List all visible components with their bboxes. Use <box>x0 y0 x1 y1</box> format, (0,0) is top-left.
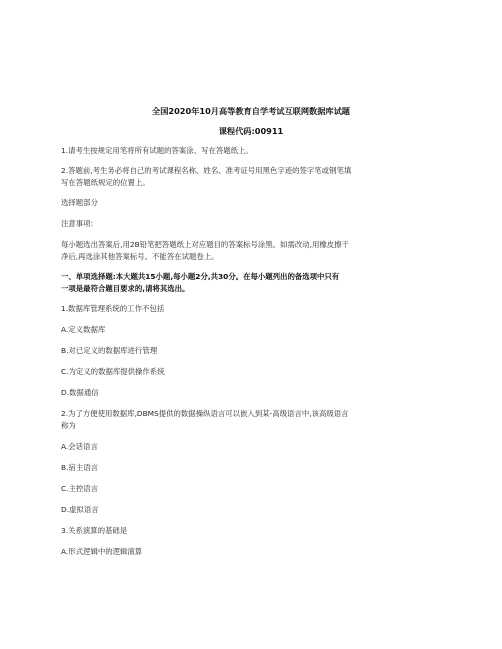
part-heading-1: 一、单项选择题:本大题共15小题,每小题2分,共30分。在每小题列出的备选项中只有 <box>61 272 340 281</box>
course-code: 课程代码:00911 <box>218 126 284 136</box>
q3-stem: 3.关系演算的基础是 <box>61 526 128 535</box>
section-label: 选择题部分 <box>61 198 98 207</box>
q1-option-c: C.为定义的数据库提供操作系统 <box>61 367 165 376</box>
q1-stem: 1.数据库管理系统的工作不包括 <box>61 304 165 313</box>
q1-option-a: A.定义数据库 <box>61 325 106 334</box>
note-2: 2.答题前,考生务必将自己的考试课程名称、姓名、准考证号用黑色字迹的签字笔或钢笔填 <box>61 166 352 175</box>
q1-option-b: B.对已定义的数据库进行管理 <box>61 346 158 355</box>
note-2-cont: 写在答题纸规定的位置上。 <box>61 178 150 187</box>
q3-option-a: A.形式逻辑中的逻辑演算 <box>61 547 143 556</box>
exam-title: 全国2020年10月高等教育自学考试互联网数据库试题 <box>152 106 350 116</box>
attention-text-2: 净后,再选涂其他答案标号。不能答在试题卷上。 <box>61 252 219 261</box>
q2-stem-1: 2.为了方便使用数据库,DBMS提供的数据操纵语言可以嵌入到某-高级语言中,该高级语言 <box>61 409 349 418</box>
q2-option-b: B.宿主语言 <box>61 463 98 472</box>
q2-option-a: A.会话语言 <box>61 442 98 451</box>
q2-stem-2: 称为 <box>61 421 76 430</box>
attention-text-1: 每小题选出答案后,用2B铅笔把答题纸上对应题目的答案标号涂黑。如需改动,用橡皮擦干 <box>61 240 349 249</box>
note-1: 1.请考生按规定用笔将所有试题的答案涂、写在答题纸上。 <box>61 146 253 155</box>
attention-label: 注意事项: <box>61 219 94 228</box>
q1-option-d: D.数据通信 <box>61 388 99 397</box>
q2-option-d: D.虚拟语言 <box>61 505 99 514</box>
part-heading-2: 一项是最符合题目要求的,请将其选出。 <box>61 284 190 293</box>
q2-option-c: C.主控语言 <box>61 484 99 493</box>
